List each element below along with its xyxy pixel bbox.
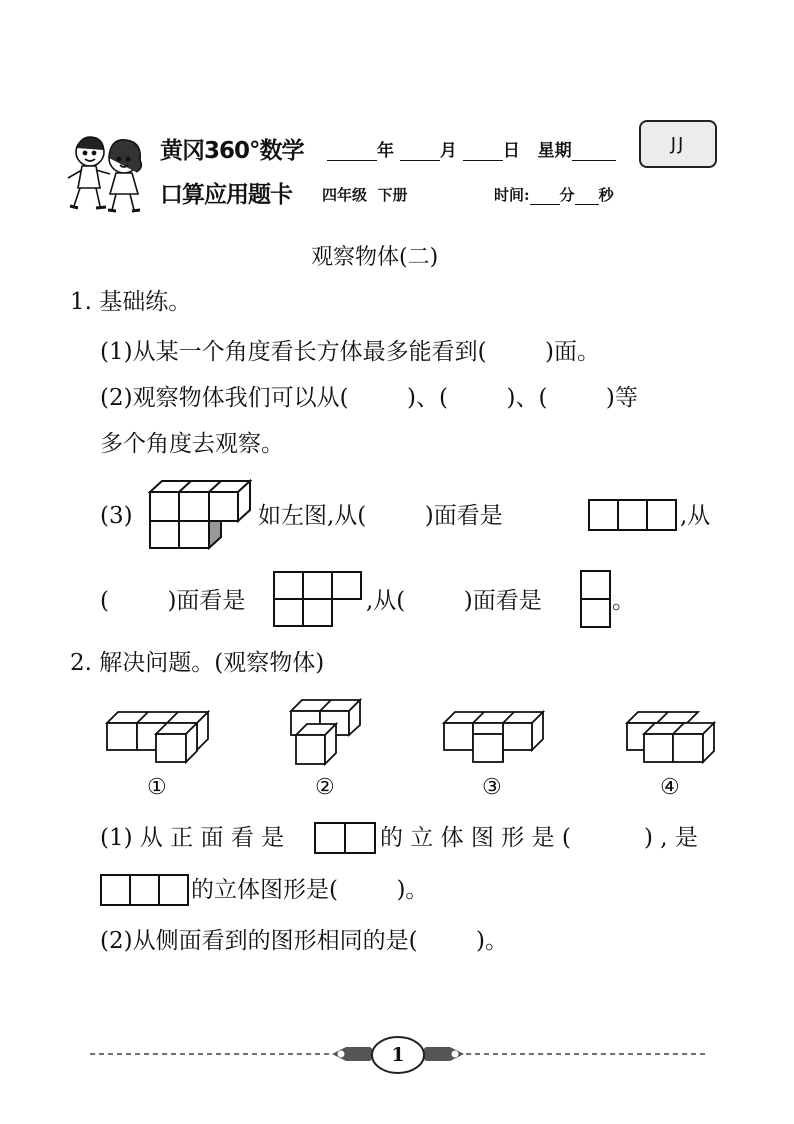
question-2-2: (2)从侧面看到的图形相同的是( )。: [100, 928, 509, 954]
day-label: 日: [502, 141, 520, 161]
page-title: 观察物体(二): [311, 245, 439, 270]
question-1-3-text-d: ,从( )面看是: [366, 588, 542, 614]
figure-label-3: ③: [482, 775, 502, 800]
question-1-2-line2: 多个角度去观察。: [100, 431, 284, 457]
page-number: 1: [391, 1044, 405, 1066]
question-2-1-part-b: 的 立 体 图 形 是 ( ) , 是: [380, 825, 698, 851]
question-1-3-text-e: 。: [612, 588, 635, 614]
year-blank[interactable]: [327, 142, 377, 161]
question-1-3-number: (3): [100, 503, 133, 529]
edition-badge: JJ: [639, 120, 717, 168]
time-label: 时间:: [494, 186, 530, 204]
q3-solid-figure: [148, 478, 254, 550]
question-1-3-text-a: 如左图,从( )面看是: [258, 503, 503, 529]
solid-figure-2: [288, 697, 364, 767]
answer-shape-three-squares-2: [100, 874, 190, 906]
year-label: 年: [377, 141, 394, 161]
solid-figure-3: [441, 708, 547, 764]
brand-title: 黄冈360°数学: [160, 138, 304, 164]
section2-heading: 2. 解决问题。(观察物体): [70, 650, 325, 676]
answer-shape-two-squares: [314, 822, 376, 854]
solid-figure-4: [624, 708, 718, 764]
grade-label: 四年级 下册: [322, 186, 408, 204]
answer-shape-l-form: [273, 571, 363, 628]
question-1-2-line1: (2)观察物体我们可以从( )、( )、( )等: [100, 385, 638, 411]
question-2-1-part-c: 的立体图形是( )。: [191, 877, 429, 903]
figure-label-1: ①: [147, 775, 167, 800]
weekday-blank[interactable]: [572, 142, 616, 161]
minute-blank[interactable]: [530, 186, 560, 205]
month-blank[interactable]: [400, 142, 440, 161]
time-line: [494, 184, 614, 205]
day-blank[interactable]: [463, 142, 503, 161]
date-line: [327, 136, 616, 161]
question-2-1-part-a: (1) 从 正 面 看 是: [100, 825, 285, 851]
month-label: 月: [439, 141, 457, 161]
figure-label-2: ②: [315, 775, 335, 800]
second-blank[interactable]: [575, 186, 599, 205]
header-mascots: [60, 130, 160, 215]
question-1-3-text-b: ,从: [680, 503, 711, 529]
kids-illustration: [60, 130, 160, 215]
brand-subtitle: 口算应用题卡: [160, 182, 292, 208]
section1-heading: 1. 基础练。: [70, 289, 192, 315]
figure-label-4: ④: [660, 775, 680, 800]
question-1-1: (1)从某一个角度看长方体最多能看到( )面。: [100, 339, 601, 365]
answer-shape-three-squares: [588, 499, 678, 531]
weekday-label: 星期: [537, 141, 572, 161]
solid-figure-1: [104, 708, 212, 764]
second-label: 秒: [598, 186, 614, 204]
answer-shape-two-stacked: [580, 570, 611, 628]
question-1-3-text-c: ( )面看是: [100, 588, 246, 614]
minute-label: 分: [559, 186, 575, 204]
